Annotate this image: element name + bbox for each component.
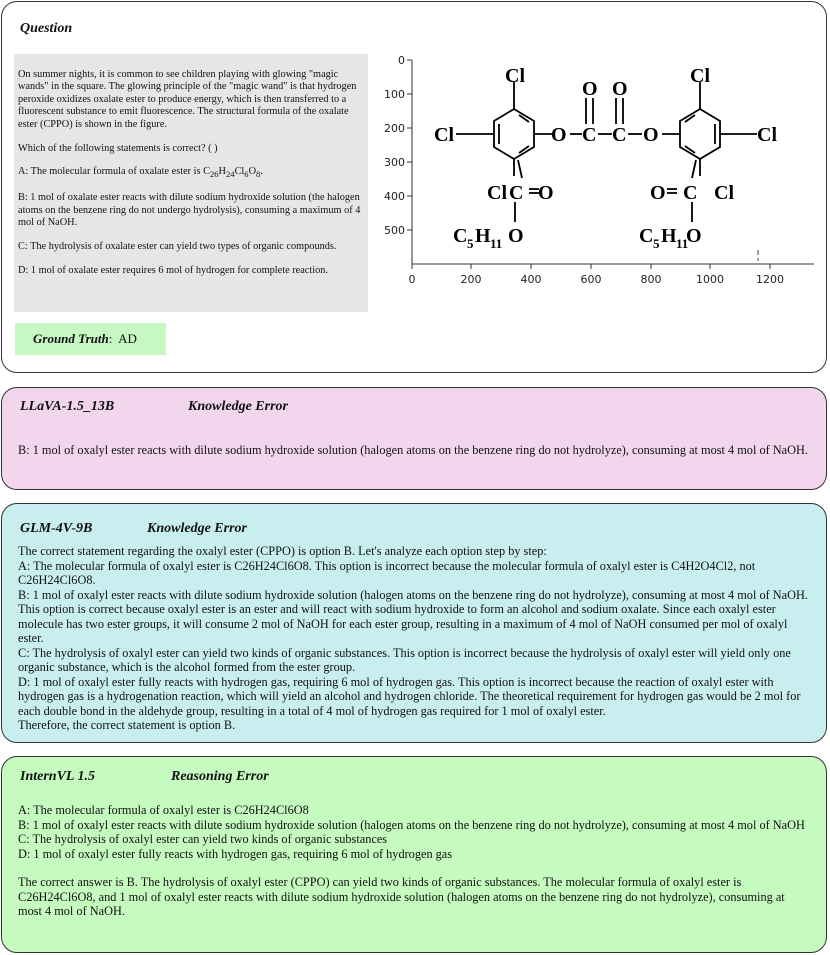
y-tick-label: 300	[384, 156, 405, 169]
y-tick-label: 500	[384, 224, 405, 237]
answer-line: B: 1 mol of oxalyl ester reacts with dilute sodium hydroxide solution (halogen atoms on the benzene ring do not hydrolyze), consuming at most 4 mol of NaOH.	[18, 443, 808, 457]
answer-line: A: The molecular formula of oxalyl ester is C26H24Cl6O8. This option is incorrect because the molecular formula of oxalyl ester is C4H2O4Cl2, not C26H24Cl6O8.	[18, 558, 756, 587]
answer-body	[18, 443, 810, 458]
svg-text:Cl: Cl	[487, 182, 507, 204]
question-intro: On summer nights, it is common to see children playing with glowing "magic wands" in the square. The glowing principle of the "magic wand" is that hydrogen peroxide oxidizes oxalate ester to produce energy, which is then transferred to a fluorescent substance to emit fluorescence. The structural formula of the oxalate ester (CPPO) is shown in the figure.	[18, 69, 357, 130]
answer-line: The correct answer is B. The hydrolysis of oxalyl ester (CPPO) can yield two kinds of organic substances. The molecular formula of oxalyl ester is C26H24Cl6O8, and 1 mol of oxalyl ester reacts with dilute sodium hydroxide solution (halogen atoms on the benzene ring do not hydrolyze), consuming at most 4 mol of NaOH.	[18, 875, 785, 918]
ground-truth-box	[15, 323, 166, 355]
svg-text:Cl: Cl	[434, 124, 454, 146]
svg-text:C: C	[683, 182, 698, 204]
question-text-box	[14, 54, 368, 312]
answer-panel-llava	[1, 387, 827, 490]
answer-header	[20, 521, 247, 537]
svg-text:Cl: Cl	[505, 65, 525, 87]
y-tick-label: 200	[384, 122, 405, 135]
error-type: Knowledge Error	[147, 521, 247, 536]
answer-header	[20, 399, 288, 415]
svg-text:C: C	[582, 124, 597, 146]
svg-text:11: 11	[676, 236, 689, 251]
ground-truth-value: AD	[118, 331, 137, 346]
x-tick-label: 0	[408, 273, 416, 286]
svg-text:C: C	[453, 225, 468, 247]
option-b: B: 1 mol of oxalate ester reacts with dilute sodium hydroxide solution (the halogen atoms on the benzene ring do not undergo hydrolysis), consuming a maximum of 4 mol of NaOH.	[18, 192, 361, 229]
answer-line: D: 1 mol of oxalyl ester fully reacts with hydrogen gas, requiring 6 mol of hydrogen gas. This option is incorrect because the reaction of oxalyl ester with hydrogen gas is a hydrogenation reaction, which will yield an alcohol and hydrogen chloride. The theoretical requirement for hydrogen gas would be 2 mol for each double bond in the aldehyde group, resulting in a total of 4 mol of hydrogen gas required for 1 mol of oxalyl ester.	[18, 674, 801, 718]
ground-truth-label: Ground Truth	[33, 331, 109, 346]
structure-figure	[374, 52, 814, 292]
option-a: A: The molecular formula of oxalate ester is $C_{26}H_{24}Cl_6O_8$.	[18, 166, 263, 180]
error-type: Reasoning Error	[171, 769, 269, 784]
ground-truth-separator: :	[108, 331, 113, 346]
model-name: LLaVA-1.5_13B	[20, 399, 115, 414]
answer-line: D: 1 mol of oxalyl ester fully reacts with hydrogen gas, requiring 6 mol of hydrogen gas	[18, 846, 453, 861]
svg-text:O: O	[650, 182, 666, 204]
y-tick-label: 0	[398, 54, 405, 67]
x-tick-label: 1000	[696, 273, 724, 286]
svg-text:5: 5	[653, 236, 660, 251]
svg-text:O: O	[582, 78, 598, 100]
answer-line: C: The hydrolysis of oxalyl ester can yield two kinds of organic substances. This option is incorrect because the hydrolysis of oxalyl ester will yield only one organic substance, which is the alcohol formed from the ester group.	[18, 645, 791, 674]
answer-panel-internvl	[1, 756, 827, 953]
y-tick-label: 100	[384, 88, 405, 101]
question-panel	[1, 1, 827, 373]
answer-line: Therefore, the correct statement is option B.	[18, 718, 236, 732]
x-tick-label: 400	[520, 273, 542, 286]
option-c: C: The hydrolysis of oxalate ester can yield two types of organic compounds.	[18, 241, 337, 253]
svg-text:5: 5	[467, 236, 474, 251]
answer-line: The correct statement regarding the oxalyl ester (CPPO) is option B. Let's analyze each option step by step:	[18, 544, 547, 558]
molecule-atoms	[434, 65, 777, 251]
svg-text:11: 11	[490, 236, 503, 251]
answer-line: C: The hydrolysis of oxalyl ester can yield two kinds of organic substances	[18, 832, 388, 846]
x-tick-label: 600	[580, 273, 602, 286]
answer-line: A: The molecular formula of oxalyl ester is C26H24Cl6O8	[18, 803, 309, 817]
svg-text:O: O	[686, 225, 702, 247]
svg-text:O: O	[551, 124, 567, 146]
x-axis	[409, 264, 785, 286]
answer-header	[20, 769, 269, 785]
svg-text:Cl: Cl	[714, 182, 734, 204]
answer-panel-glm	[1, 503, 827, 743]
model-name: GLM-4V-9B	[20, 521, 93, 536]
x-tick-label: 1200	[756, 273, 784, 286]
svg-text:C: C	[639, 225, 654, 247]
svg-text:H: H	[661, 225, 677, 247]
x-tick-label: 800	[640, 273, 662, 286]
svg-text:O: O	[612, 78, 628, 100]
y-tick-label: 400	[384, 190, 405, 203]
svg-text:C: C	[612, 124, 627, 146]
question-title: Question	[20, 21, 73, 36]
svg-text:O: O	[643, 124, 659, 146]
x-tick-label: 200	[460, 273, 482, 286]
question-prompt: Which of the following statements is correct? ( )	[18, 142, 218, 154]
answer-line: B: 1 mol of oxalyl ester reacts with dilute sodium hydroxide solution (halogen atoms on the benzene ring do not hydrolyze), consuming at most 4 mol of NaOH. This option is correct because oxalyl ester is an ester and will react with sodium hydroxide to form an alcohol and sodium oxalate. Since each oxalyl ester molecule has two ester groups, it will consume 2 mol of NaOH for each ester group, resulting in a maximum of 4 mol of NaOH consumed per mol of oxalyl ester.	[18, 587, 808, 645]
error-type: Knowledge Error	[188, 399, 288, 414]
svg-text:Cl: Cl	[690, 65, 710, 87]
model-name: InternVL 1.5	[20, 769, 95, 784]
svg-text:Cl: Cl	[757, 124, 777, 146]
svg-text:C: C	[509, 182, 524, 204]
y-axis	[384, 54, 412, 237]
svg-text:H: H	[475, 225, 491, 247]
answer-line: B: 1 mol of oxalyl ester reacts with dilute sodium hydroxide solution (halogen atoms on the benzene ring do not hydrolyze), consuming at most 4 mol of NaOH	[18, 817, 805, 832]
svg-text:O: O	[538, 182, 554, 204]
option-d: D: 1 mol of oxalate ester requires 6 mol of hydrogen for complete reaction.	[18, 265, 328, 277]
svg-text:O: O	[508, 225, 524, 247]
answer-body	[18, 544, 810, 733]
answer-body	[18, 803, 810, 919]
